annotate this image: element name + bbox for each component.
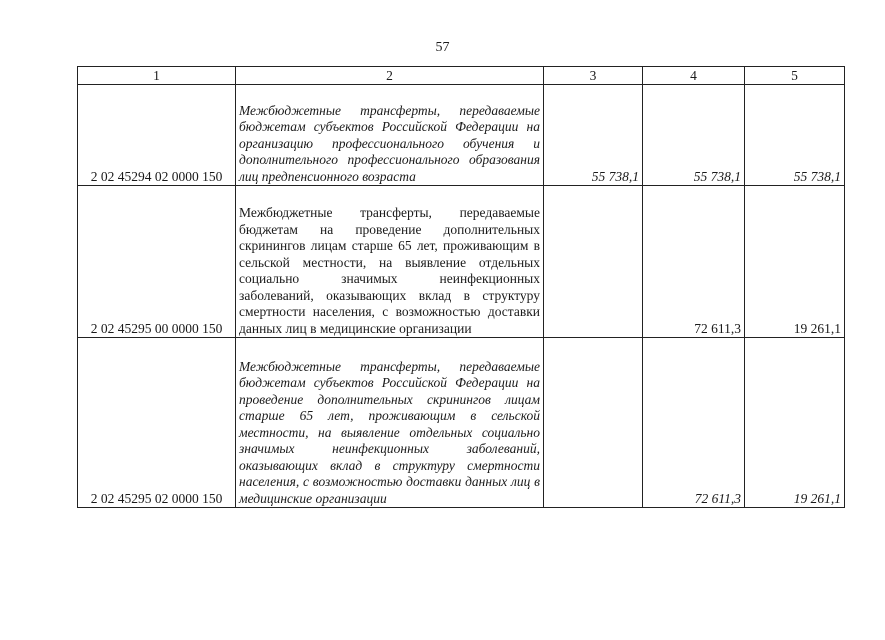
value-cell-col3: [544, 186, 643, 338]
column-header: 5: [745, 67, 845, 85]
value-cell-col4: 72 611,3: [643, 338, 745, 508]
column-header: 1: [78, 67, 236, 85]
table-row: [78, 338, 845, 508]
page-number: 57: [435, 40, 450, 55]
value-cell-col3: 55 738,1: [544, 85, 643, 186]
table-row: [78, 85, 845, 186]
table-header-row: [78, 67, 845, 85]
value-cell-col5: 19 261,1: [745, 186, 845, 338]
description-cell: Межбюджетные трансферты, передаваемые бюджетам на проведение дополнительных скринингов лицам старше 65 лет, проживающим в сельской местности, на выявление отдельных социально значимых неинфекционных заболеваний, оказывающих вклад в структуру смертности населения, с возможностью доставки данных лиц в медицинские организации: [236, 186, 544, 338]
value-cell-col5: 19 261,1: [745, 338, 845, 508]
budget-code-cell: 2 02 45295 02 0000 150: [78, 338, 236, 508]
description-cell: Межбюджетные трансферты, передаваемые бюджетам субъектов Российской Федерации на организацию профессионального обучения и дополнительного профессионального образования лиц предпенсионного возраста: [236, 85, 544, 186]
column-header: 2: [236, 67, 544, 85]
budget-table: [77, 66, 845, 508]
value-cell-col5: 55 738,1: [745, 85, 845, 186]
description-cell: Межбюджетные трансферты, передаваемые бюджетам субъектов Российской Федерации на проведение дополнительных скринингов лицам старше 65 лет, проживающим в сельской местности, на выявление отдельных социально значимых неинфекционных заболеваний, оказывающих вклад в структуру смертности населения, с возможностью доставки данных лиц в медицинские организации: [236, 338, 544, 508]
value-cell-col4: 72 611,3: [643, 186, 745, 338]
value-cell-col3: [544, 338, 643, 508]
table-row: [78, 186, 845, 338]
column-header: 3: [544, 67, 643, 85]
column-header: 4: [643, 67, 745, 85]
value-cell-col4: 55 738,1: [643, 85, 745, 186]
budget-code-cell: 2 02 45295 00 0000 150: [78, 186, 236, 338]
budget-code-cell: 2 02 45294 02 0000 150: [78, 85, 236, 186]
